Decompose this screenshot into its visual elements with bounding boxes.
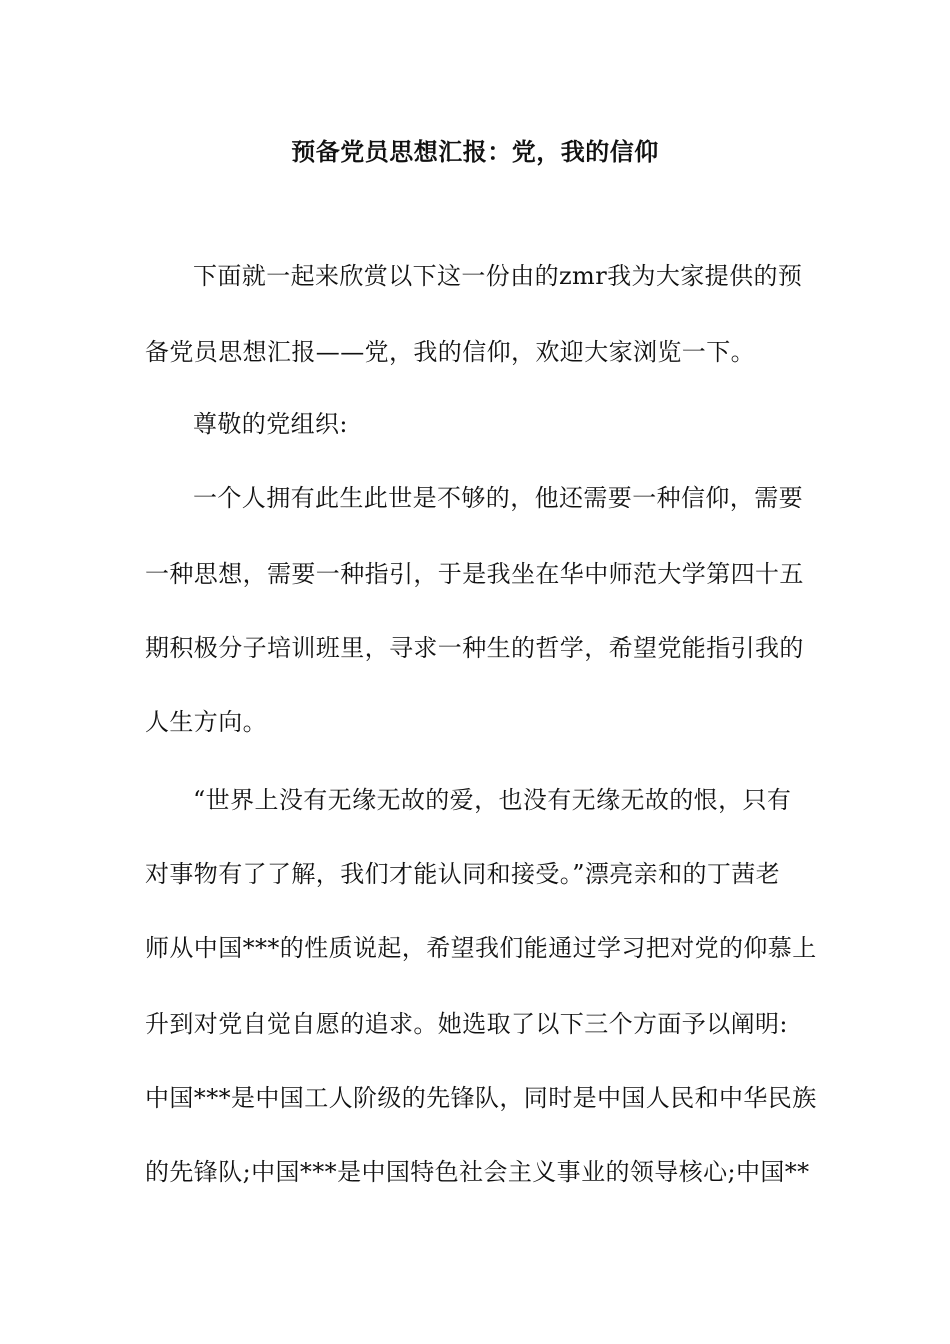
salutation-line: 尊敬的党组织:: [193, 410, 348, 438]
paragraph-line: 对事物有了了解，我们才能认同和接受。”漂亮亲和的丁茜老: [145, 860, 781, 888]
paragraph-line: 下面就一起来欣赏以下这一份由的zmr我为大家提供的预: [193, 262, 803, 290]
paragraph-line: 一个人拥有此生此世是不够的，他还需要一种信仰，需要: [193, 484, 803, 512]
document-title: 预备党员思想汇报：党，我的信仰: [291, 137, 659, 166]
paragraph-line: 一种思想，需要一种指引，于是我坐在华中师范大学第四十五: [145, 560, 804, 588]
paragraph-line: 师从中国***的性质说起，希望我们能通过学习把对党的仰慕上: [145, 934, 817, 962]
paragraph-line: 中国***是中国工人阶级的先锋队，同时是中国人民和中华民族: [145, 1084, 817, 1112]
paragraph-line: 升到对党自觉自愿的追求。她选取了以下三个方面予以阐明:: [145, 1010, 788, 1038]
paragraph-line: 期积极分子培训班里，寻求一种生的哲学，希望党能指引我的: [145, 634, 804, 662]
paragraph-line: 的先锋队;中国***是中国特色社会主义事业的领导核心;中国**: [145, 1158, 810, 1186]
paragraph-line: 人生方向。: [145, 708, 267, 736]
paragraph-line: 备党员思想汇报——党，我的信仰，欢迎大家浏览一下。: [145, 338, 755, 366]
paragraph-line: “世界上没有无缘无故的爱，也没有无缘无故的恨，只有: [193, 786, 792, 814]
